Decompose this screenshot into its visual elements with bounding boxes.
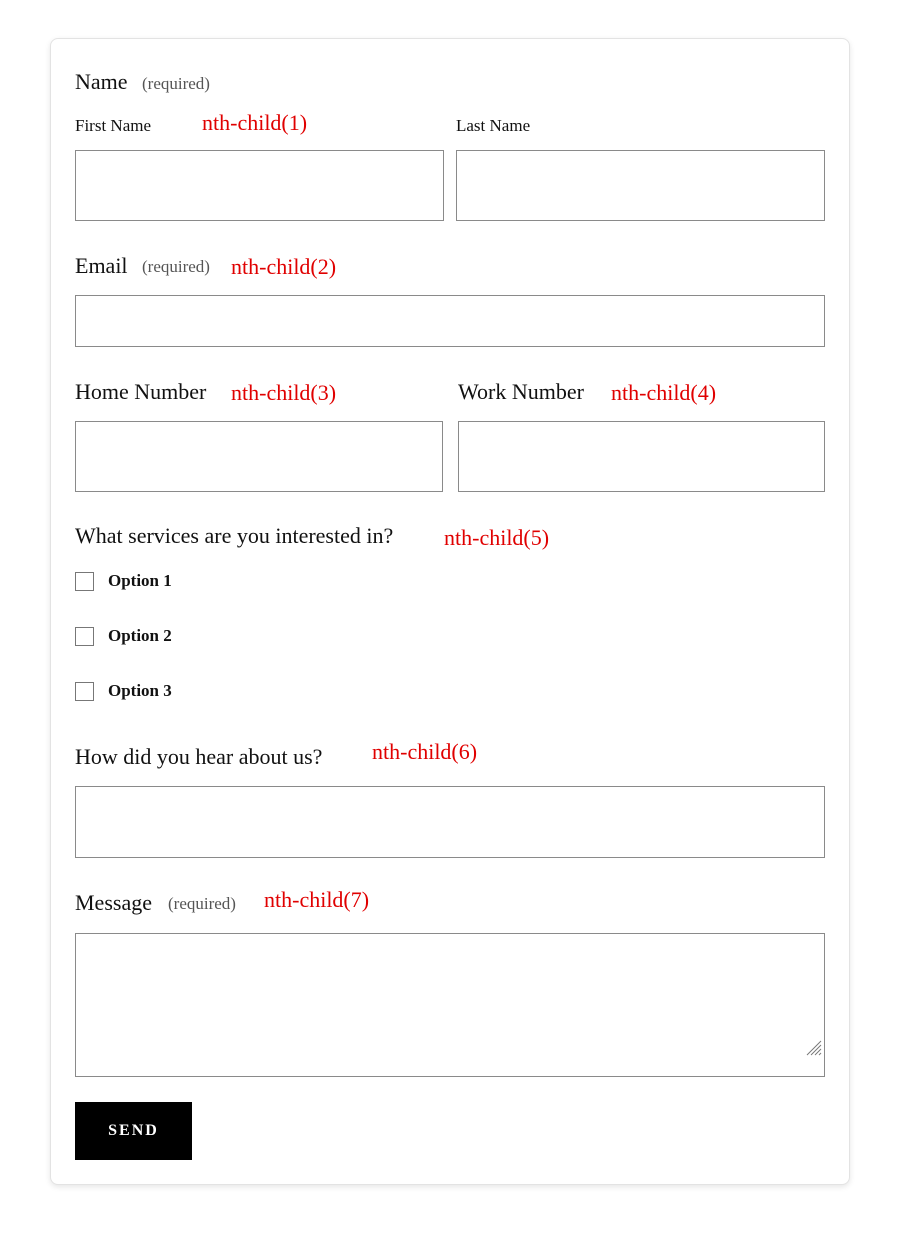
message-required-note: (required) — [168, 894, 236, 913]
option-1-label[interactable]: Option 1 — [108, 571, 172, 590]
name-required-note: (required) — [142, 74, 210, 93]
work-number-label: Work Number — [458, 379, 584, 404]
message-label: Message — [75, 890, 152, 915]
option-3-label[interactable]: Option 3 — [108, 681, 172, 700]
first-name-input[interactable] — [75, 150, 444, 221]
services-label: What services are you interested in? — [75, 523, 394, 548]
annotation-nth-child-4: nth-child(4) — [611, 380, 717, 405]
email-required-note: (required) — [142, 257, 210, 276]
email-input[interactable] — [75, 295, 825, 347]
annotation-nth-child-6: nth-child(6) — [372, 739, 478, 764]
send-button[interactable]: SEND — [75, 1102, 192, 1160]
email-label: Email — [75, 253, 128, 278]
last-name-label: Last Name — [456, 116, 531, 135]
first-name-label: First Name — [75, 116, 152, 135]
work-number-input[interactable] — [458, 421, 825, 492]
hear-about-input[interactable] — [75, 786, 825, 858]
option-2-checkbox[interactable] — [75, 627, 94, 646]
hear-about-label: How did you hear about us? — [75, 744, 323, 769]
last-name-input[interactable] — [456, 150, 825, 221]
option-1-checkbox[interactable] — [75, 572, 94, 591]
annotation-nth-child-7: nth-child(7) — [264, 887, 370, 912]
annotation-nth-child-1: nth-child(1) — [202, 110, 308, 135]
home-number-label: Home Number — [75, 379, 207, 404]
home-number-input[interactable] — [75, 421, 443, 492]
annotation-nth-child-5: nth-child(5) — [444, 525, 550, 550]
resize-grip-icon[interactable] — [804, 1038, 822, 1056]
option-2-label[interactable]: Option 2 — [108, 626, 172, 645]
annotation-nth-child-3: nth-child(3) — [231, 380, 337, 405]
message-textarea[interactable] — [75, 933, 825, 1077]
name-label: Name — [75, 69, 128, 94]
option-3-checkbox[interactable] — [75, 682, 94, 701]
annotation-nth-child-2: nth-child(2) — [231, 254, 337, 279]
